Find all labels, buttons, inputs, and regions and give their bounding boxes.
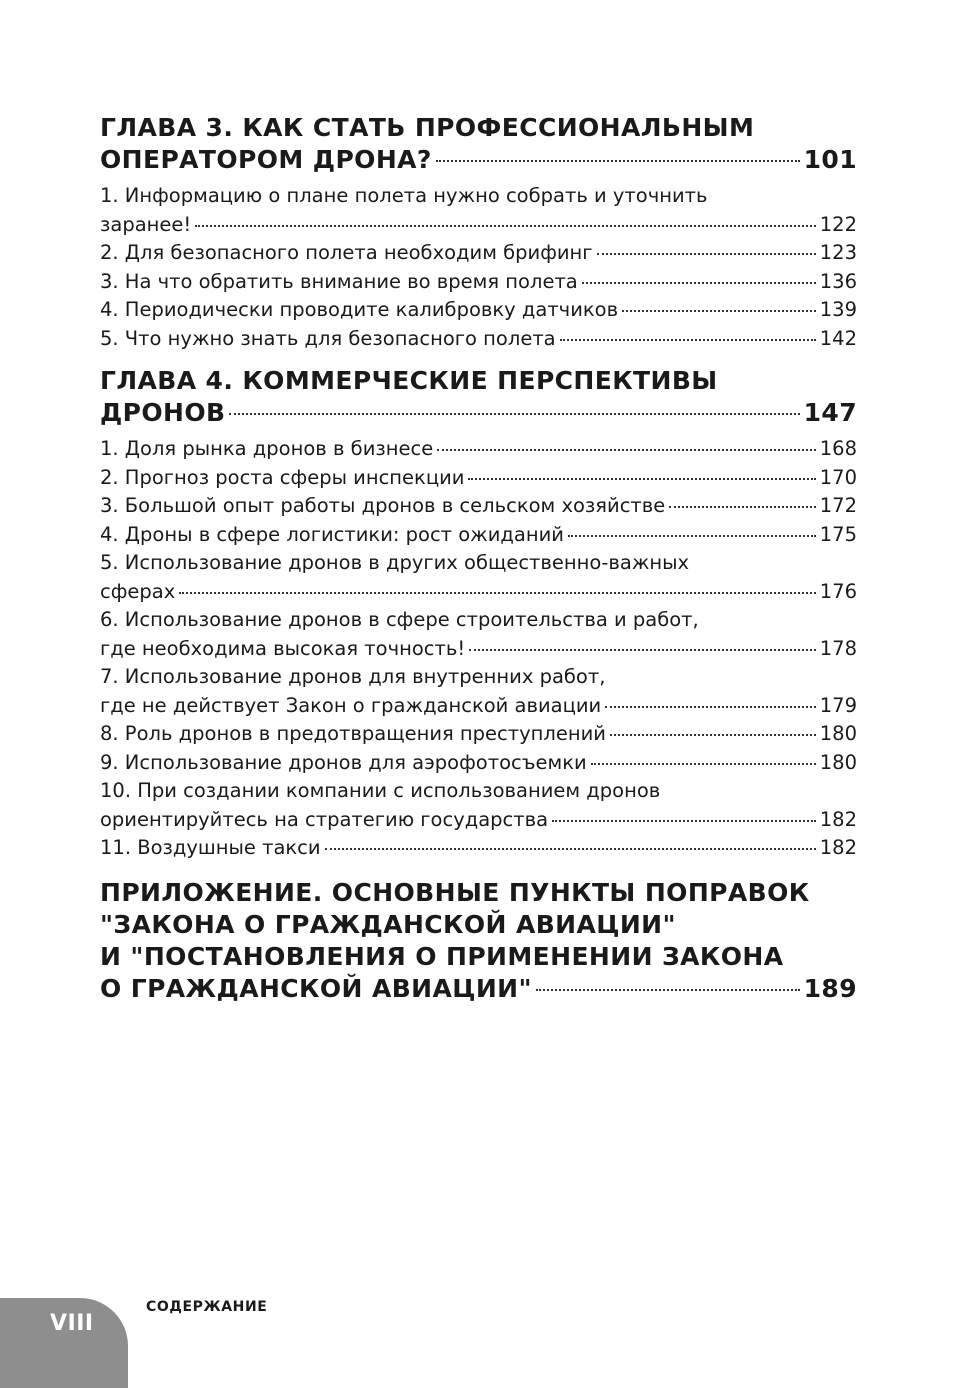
dot-leader [610, 734, 816, 736]
entry-title-cont: заранее! [100, 212, 192, 236]
appendix-title-line: ПРИЛОЖЕНИЕ. ОСНОВНЫЕ ПУНКТЫ ПОПРАВОК [100, 877, 810, 907]
entry-page-number: 142 [819, 326, 857, 350]
entry-page-number: 182 [819, 807, 857, 831]
toc-entry[interactable] [100, 296, 857, 325]
toc-entry[interactable] [100, 492, 857, 521]
toc-entry[interactable] [100, 777, 857, 834]
dot-leader [591, 763, 816, 765]
entry-title: 2. Прогноз роста сферы инспекции [100, 465, 465, 489]
entry-title-cont: где не действует Закон о гражданской авиации [100, 693, 602, 717]
dot-leader [622, 310, 816, 312]
entry-title: 5. Использование дронов в других общественно-важных [100, 551, 690, 574]
running-head: СОДЕРЖАНИЕ [146, 1299, 268, 1315]
entry-title: 11. Воздушные такси [100, 836, 321, 859]
entry-page-number: 180 [819, 750, 857, 774]
toc-entry[interactable] [100, 549, 857, 606]
entry-title: 4. Дроны в сфере логистики: рост ожиданий [100, 522, 564, 546]
dot-leader [597, 253, 816, 255]
appendix-title-line: О ГРАЖДАНСКОЙ АВИАЦИИ" [100, 973, 532, 1003]
toc-entry[interactable] [100, 663, 857, 720]
chapter-title-line: ГЛАВА 4. КОММЕРЧЕСКИЕ ПЕРСПЕКТИВЫ [100, 366, 718, 395]
entry-page-number: 168 [819, 437, 857, 460]
entry-page-number: 136 [819, 269, 857, 293]
chapter-4-entries [100, 435, 857, 863]
toc-entry[interactable] [100, 521, 857, 550]
entry-title: 3. Большой опыт работы дронов в сельском хозяйстве [100, 494, 666, 517]
dot-leader [468, 478, 815, 480]
entry-page-number: 175 [819, 522, 857, 546]
toc-entry[interactable] [100, 182, 857, 239]
toc-entry[interactable] [100, 435, 857, 464]
dot-leader [536, 989, 800, 991]
chapter-title-line: ОПЕРАТОРОМ ДРОНА? [100, 145, 432, 174]
folio-page-number: VIII [50, 1311, 94, 1336]
dot-leader [552, 820, 816, 822]
dot-leader [560, 339, 816, 341]
dot-leader [582, 282, 816, 284]
appendix-title[interactable] [100, 877, 857, 1005]
appendix-page-number: 189 [803, 973, 857, 1003]
chapter-4-title[interactable] [100, 365, 857, 429]
entry-title: 9. Использование дронов для аэрофотосъемки [100, 750, 587, 774]
entry-page-number: 179 [819, 693, 857, 717]
dot-leader [669, 506, 816, 508]
appendix-title-line: "ЗАКОНА О ГРАЖДАНСКОЙ АВИАЦИИ" [100, 909, 676, 939]
entry-page-number: 176 [819, 579, 857, 603]
dot-leader [229, 413, 799, 415]
entry-title: 4. Периодически проводите калибровку датчиков [100, 298, 619, 321]
toc-entry[interactable] [100, 239, 857, 268]
entry-page-number: 123 [819, 241, 857, 264]
entry-title: 1. Доля рынка дронов в бизнесе [100, 437, 434, 460]
entry-title: 8. Роль дронов в предотвращения преступлений [100, 722, 606, 745]
table-of-contents [100, 112, 857, 1017]
entry-page-number: 122 [819, 212, 857, 236]
dot-leader [437, 449, 816, 451]
toc-entry[interactable] [100, 464, 857, 493]
chapter-title-line: ДРОНОВ [100, 398, 226, 427]
entry-page-number: 178 [819, 636, 857, 660]
chapter-4 [100, 365, 857, 863]
chapter-3-title[interactable] [100, 112, 857, 176]
entry-page-number: 180 [819, 722, 857, 745]
entry-page-number: 182 [819, 836, 857, 859]
toc-entry[interactable] [100, 325, 857, 354]
entry-title-cont: ориентируйтесь на стратегию государства [100, 807, 549, 831]
entry-page-number: 139 [819, 298, 857, 321]
dot-leader [325, 848, 816, 850]
toc-entry[interactable] [100, 834, 857, 863]
entry-page-number: 172 [819, 494, 857, 517]
entry-title: 5. Что нужно знать для безопасного полета [100, 326, 556, 350]
dot-leader [179, 592, 816, 594]
chapter-title-line: ГЛАВА 3. КАК СТАТЬ ПРОФЕССИОНАЛЬНЫМ [100, 113, 755, 142]
entry-title-cont: сферах [100, 579, 176, 603]
toc-entry[interactable] [100, 606, 857, 663]
appendix [100, 877, 857, 1005]
toc-entry[interactable] [100, 268, 857, 297]
dot-leader [568, 535, 816, 537]
dot-leader [605, 706, 816, 708]
chapter-3 [100, 112, 857, 353]
chapter-3-entries [100, 182, 857, 353]
entry-title: 10. При создании компании с использованием дронов [100, 779, 661, 802]
entry-title: 2. Для безопасного полета необходим брифинг [100, 241, 593, 264]
entry-title: 1. Информацию о плане полета нужно собрать и уточнить [100, 184, 708, 207]
toc-entry[interactable] [100, 720, 857, 749]
entry-title: 6. Использование дронов в сфере строительства и работ, [100, 608, 699, 631]
dot-leader [469, 649, 816, 651]
entry-title-cont: где необходима высокая точность! [100, 636, 466, 660]
chapter-page-number: 101 [803, 145, 857, 174]
chapter-page-number: 147 [803, 398, 857, 427]
toc-entry[interactable] [100, 749, 857, 778]
entry-page-number: 170 [819, 465, 857, 489]
dot-leader [195, 225, 816, 227]
entry-title: 3. На что обратить внимание во время полета [100, 269, 578, 293]
entry-title: 7. Использование дронов для внутренних работ, [100, 665, 606, 688]
dot-leader [436, 160, 800, 162]
appendix-title-line: И "ПОСТАНОВЛЕНИЯ О ПРИМЕНЕНИИ ЗАКОНА [100, 941, 784, 971]
